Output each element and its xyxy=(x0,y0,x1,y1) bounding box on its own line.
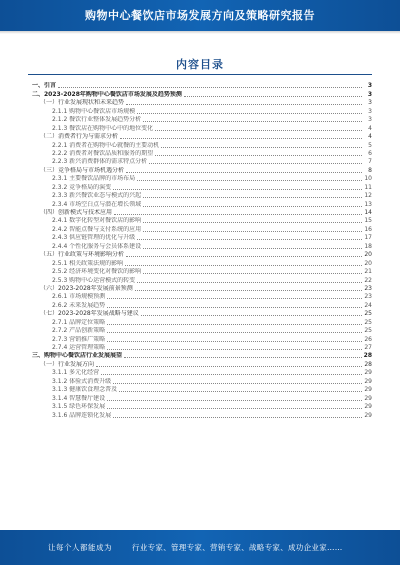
toc-entry-page: 14 xyxy=(364,209,372,216)
toc-entry-text: 3.1.1 多元化经营 xyxy=(52,369,100,377)
toc-leader-dots xyxy=(101,374,362,375)
toc-entry[interactable] xyxy=(32,224,372,232)
toc-entry-text: 一、引言 xyxy=(32,82,57,90)
toc-leader-dots xyxy=(125,265,362,266)
toc-entry-page: 21 xyxy=(364,268,372,276)
footer-slogan: 让每个人都能成为 xyxy=(48,543,112,552)
toc-entry[interactable] xyxy=(32,157,372,165)
toc-entry-text: 2.4.4 个性化服务与会员体系建设 xyxy=(52,242,142,250)
toc-leader-dots xyxy=(58,87,362,88)
toc-entry-text: 2.3.4 市场空白点与潜在增长领域 xyxy=(52,200,142,208)
toc-entry-page: 23 xyxy=(364,284,372,292)
toc-entry[interactable] xyxy=(32,334,372,342)
toc-entry-text: 二、2023-2028年购物中心餐饮店市场发展及趋势预测 xyxy=(32,90,182,98)
toc-entry-page: 8 xyxy=(368,166,372,174)
toc-entry[interactable] xyxy=(32,284,372,292)
toc-entry[interactable] xyxy=(32,115,372,123)
toc-entry-page: 29 xyxy=(364,369,372,377)
report-title: 购物中心餐饮店市场发展方向及策略研究报告 xyxy=(85,9,315,22)
toc-entry-page: 29 xyxy=(364,394,372,402)
toc-entry-page: 3 xyxy=(367,82,372,90)
toc-entry[interactable] xyxy=(32,368,372,376)
toc-entry-text: （五）行业政策与环境影响分析 xyxy=(40,251,125,259)
toc-leader-dots xyxy=(113,417,362,418)
toc-leader-dots xyxy=(114,214,362,215)
toc-entry-text: 3.1.5 绿色环保发展 xyxy=(52,403,106,411)
toc-entry-page: 4 xyxy=(368,133,372,141)
toc-entry-page: 3 xyxy=(368,116,372,124)
toc-entry-page: 11 xyxy=(364,183,372,191)
toc-entry[interactable] xyxy=(32,292,372,300)
toc-entry-text: （三）竞争格局与市场机遇分析 xyxy=(40,166,125,174)
toc-leader-dots xyxy=(107,332,362,333)
toc-entry-page: 25 xyxy=(364,310,372,318)
toc-leader-dots xyxy=(143,206,362,207)
toc-leader-dots xyxy=(149,163,362,164)
toc-entry-page: 23 xyxy=(364,293,372,301)
toc-entry[interactable] xyxy=(32,233,372,241)
toc-leader-dots xyxy=(143,231,362,232)
toc-entry-page: 3 xyxy=(367,90,372,98)
toc-entry[interactable] xyxy=(32,140,372,148)
toc-entry[interactable] xyxy=(32,182,372,190)
toc-entry[interactable] xyxy=(32,98,372,106)
toc-entry-text: 2.5.2 经济环境变化对餐饮的影响 xyxy=(52,268,142,276)
toc-leader-dots xyxy=(113,383,362,384)
toc-entry[interactable] xyxy=(32,174,372,182)
toc-entry-text: 3.1.4 智慧餐厅建设 xyxy=(52,394,106,402)
toc-entry[interactable] xyxy=(32,376,372,384)
toc-entry-page: 29 xyxy=(364,377,372,385)
toc-entry-text: 2.2.3 新兴消费群体的需求特点分析 xyxy=(52,158,148,166)
toc-entry[interactable] xyxy=(32,317,372,325)
toc-divider xyxy=(28,74,372,75)
toc-leader-dots xyxy=(143,273,362,274)
report-header xyxy=(0,0,400,31)
toc-leader-dots xyxy=(143,197,362,198)
toc-leader-dots xyxy=(155,130,362,131)
toc-entry[interactable] xyxy=(32,351,372,359)
toc-entry-page: 29 xyxy=(364,403,372,411)
toc-entry-page: 4 xyxy=(368,124,372,132)
toc-entry[interactable] xyxy=(32,250,372,258)
toc-entry-page: 28 xyxy=(364,360,372,368)
toc-entry-page: 18 xyxy=(364,242,372,250)
toc-list xyxy=(32,81,372,419)
toc-entry-page: 5 xyxy=(368,141,372,149)
toc-entry-text: （二）消费者行为与需求分析 xyxy=(40,133,119,141)
toc-leader-dots xyxy=(126,256,362,257)
toc-entry[interactable] xyxy=(32,89,372,97)
toc-entry-text: 3.1.2 体验式消费升级 xyxy=(52,377,112,385)
toc-entry[interactable] xyxy=(32,410,372,418)
toc-leader-dots xyxy=(107,298,362,299)
toc-leader-dots xyxy=(141,315,362,316)
toc-leader-dots xyxy=(120,138,362,139)
toc-entry[interactable] xyxy=(32,300,372,308)
toc-leader-dots xyxy=(107,408,362,409)
toc-entry[interactable] xyxy=(32,191,372,199)
toc-entry[interactable] xyxy=(32,359,372,367)
toc-entry[interactable] xyxy=(32,326,372,334)
toc-entry-text: （一）行业发展现状和未来趋势 xyxy=(40,99,125,107)
toc-entry[interactable] xyxy=(32,309,372,317)
toc-entry-page: 15 xyxy=(364,217,372,225)
toc-leader-dots xyxy=(107,324,362,325)
toc-leader-dots xyxy=(124,357,362,358)
toc-leader-dots xyxy=(143,121,362,122)
toc-entry-page: 26 xyxy=(364,335,372,343)
toc-title: 内容目录 xyxy=(176,58,224,71)
toc-entry-text: 2.3.2 竞争格局的演变 xyxy=(52,183,112,191)
header-shadow xyxy=(0,31,400,34)
toc-entry-page: 28 xyxy=(363,352,372,360)
toc-entry-text: 2.4.1 数字化转型对餐饮店的影响 xyxy=(52,217,142,225)
toc-entry[interactable] xyxy=(32,343,372,351)
toc-entry-text: 2.2.2 消费者对餐饮品质和服务的期望 xyxy=(52,149,154,157)
toc-entry-text: （四）创新模式与技术应用 xyxy=(40,209,113,216)
toc-leader-dots xyxy=(184,96,362,97)
toc-entry-text: 2.1.1 购物中心餐饮店市场规模 xyxy=(52,107,136,115)
toc-leader-dots xyxy=(137,282,362,283)
toc-entry-text: 2.6.2 未来发展趋势 xyxy=(52,301,106,309)
toc-entry-page: 3 xyxy=(368,107,372,115)
toc-entry-text: 3.1.6 品牌连锁化发展 xyxy=(52,411,112,419)
toc-leader-dots xyxy=(137,180,362,181)
toc-entry[interactable] xyxy=(32,81,372,89)
toc-entry[interactable] xyxy=(32,199,372,207)
toc-entry-page: 12 xyxy=(364,192,372,200)
toc-leader-dots xyxy=(126,172,362,173)
toc-entry-text: 2.4.3 供应链管理的优化与升级 xyxy=(52,234,136,242)
toc-entry-text: 2.3.1 主要餐饮品牌的市场布局 xyxy=(52,175,136,183)
toc-leader-dots xyxy=(143,248,362,249)
toc-entry-page: 7 xyxy=(368,158,372,166)
toc-entry[interactable] xyxy=(32,241,372,249)
toc-entry-page: 10 xyxy=(364,175,372,183)
toc-entry-page: 20 xyxy=(364,251,372,259)
footer-banner xyxy=(0,530,400,565)
toc-entry-page: 24 xyxy=(364,301,372,309)
toc-entry-text: 2.5.1 相关政策法规的影响 xyxy=(52,259,124,267)
toc-leader-dots xyxy=(135,290,362,291)
toc-leader-dots xyxy=(107,349,362,350)
toc-entry[interactable] xyxy=(32,267,372,275)
toc-entry-text: （一）行业发展方向 xyxy=(40,360,95,368)
toc-entry-text: 2.1.3 餐饮店在购物中心中的地位变化 xyxy=(52,124,154,132)
toc-entry[interactable] xyxy=(32,402,372,410)
toc-entry[interactable] xyxy=(32,393,372,401)
toc-entry-page: 29 xyxy=(364,386,372,394)
toc-entry-page: 13 xyxy=(364,200,372,208)
toc-leader-dots xyxy=(126,104,362,105)
toc-leader-dots xyxy=(107,400,362,401)
footer-tagline: 行业专家、管理专家、营销专家、战略专家、成功企业家…… xyxy=(132,543,343,552)
toc-entry[interactable] xyxy=(32,258,372,266)
toc-entry[interactable] xyxy=(32,208,372,216)
toc-entry-text: 2.2.1 消费者在购物中心就餐的主要动机 xyxy=(52,141,160,149)
toc-entry-text: 三、购物中心餐饮店行业发展展望 xyxy=(32,352,123,360)
toc-entry-page: 17 xyxy=(364,234,372,242)
toc-entry-page: 25 xyxy=(364,327,372,335)
toc-entry-text: 2.6.1 市场规模预测 xyxy=(52,293,106,301)
toc-leader-dots xyxy=(137,239,362,240)
toc-entry[interactable] xyxy=(32,106,372,114)
toc-entry-text: （六）2023-2028年发展前景预测 xyxy=(40,284,133,292)
toc-leader-dots xyxy=(143,222,362,223)
toc-entry-text: 2.1.2 餐饮行业整体发展趋势分析 xyxy=(52,116,142,124)
toc-entry-page: 29 xyxy=(364,411,372,419)
toc-entry[interactable] xyxy=(32,216,372,224)
toc-entry-page: 6 xyxy=(368,149,372,157)
toc-entry-page: 3 xyxy=(368,99,372,107)
toc-entry[interactable] xyxy=(32,275,372,283)
toc-entry[interactable] xyxy=(32,149,372,157)
toc-entry[interactable] xyxy=(32,385,372,393)
toc-leader-dots xyxy=(155,155,362,156)
toc-entry[interactable] xyxy=(32,123,372,131)
toc-entry-text: 2.5.3 购物中心运营模式的转变 xyxy=(52,276,136,284)
toc-leader-dots xyxy=(107,307,362,308)
toc-entry-text: 2.3.3 新兴餐饮业态与模式的兴起 xyxy=(52,192,142,200)
toc-entry-page: 20 xyxy=(364,259,372,267)
toc-entry[interactable] xyxy=(32,165,372,173)
toc-entry-page: 25 xyxy=(364,318,372,326)
toc-leader-dots xyxy=(119,391,362,392)
toc-leader-dots xyxy=(113,189,362,190)
toc-entry[interactable] xyxy=(32,132,372,140)
toc-entry-text: 2.7.3 营销推广策略 xyxy=(52,335,106,343)
toc-entry-page: 16 xyxy=(364,225,372,233)
toc-entry-text: 3.1.3 健康饮食理念普及 xyxy=(52,386,118,394)
toc-entry-text: 2.7.4 运营管理策略 xyxy=(52,344,106,351)
toc-leader-dots xyxy=(137,113,362,114)
toc-entry-page: 27 xyxy=(364,344,372,351)
toc-leader-dots xyxy=(107,341,362,342)
toc-entry-text: 2.7.1 品牌定位策略 xyxy=(52,318,106,326)
toc-leader-dots xyxy=(96,366,362,367)
toc-entry-text: 2.7.2 产品创新策略 xyxy=(52,327,106,335)
toc-page xyxy=(28,36,372,520)
toc-entry-text: （七）2023-2028年发展战略与建议 xyxy=(40,310,139,318)
toc-entry-page: 22 xyxy=(364,276,372,284)
toc-leader-dots xyxy=(161,147,362,148)
toc-entry-text: 2.4.2 智能点餐与支付系统的应用 xyxy=(52,225,142,233)
